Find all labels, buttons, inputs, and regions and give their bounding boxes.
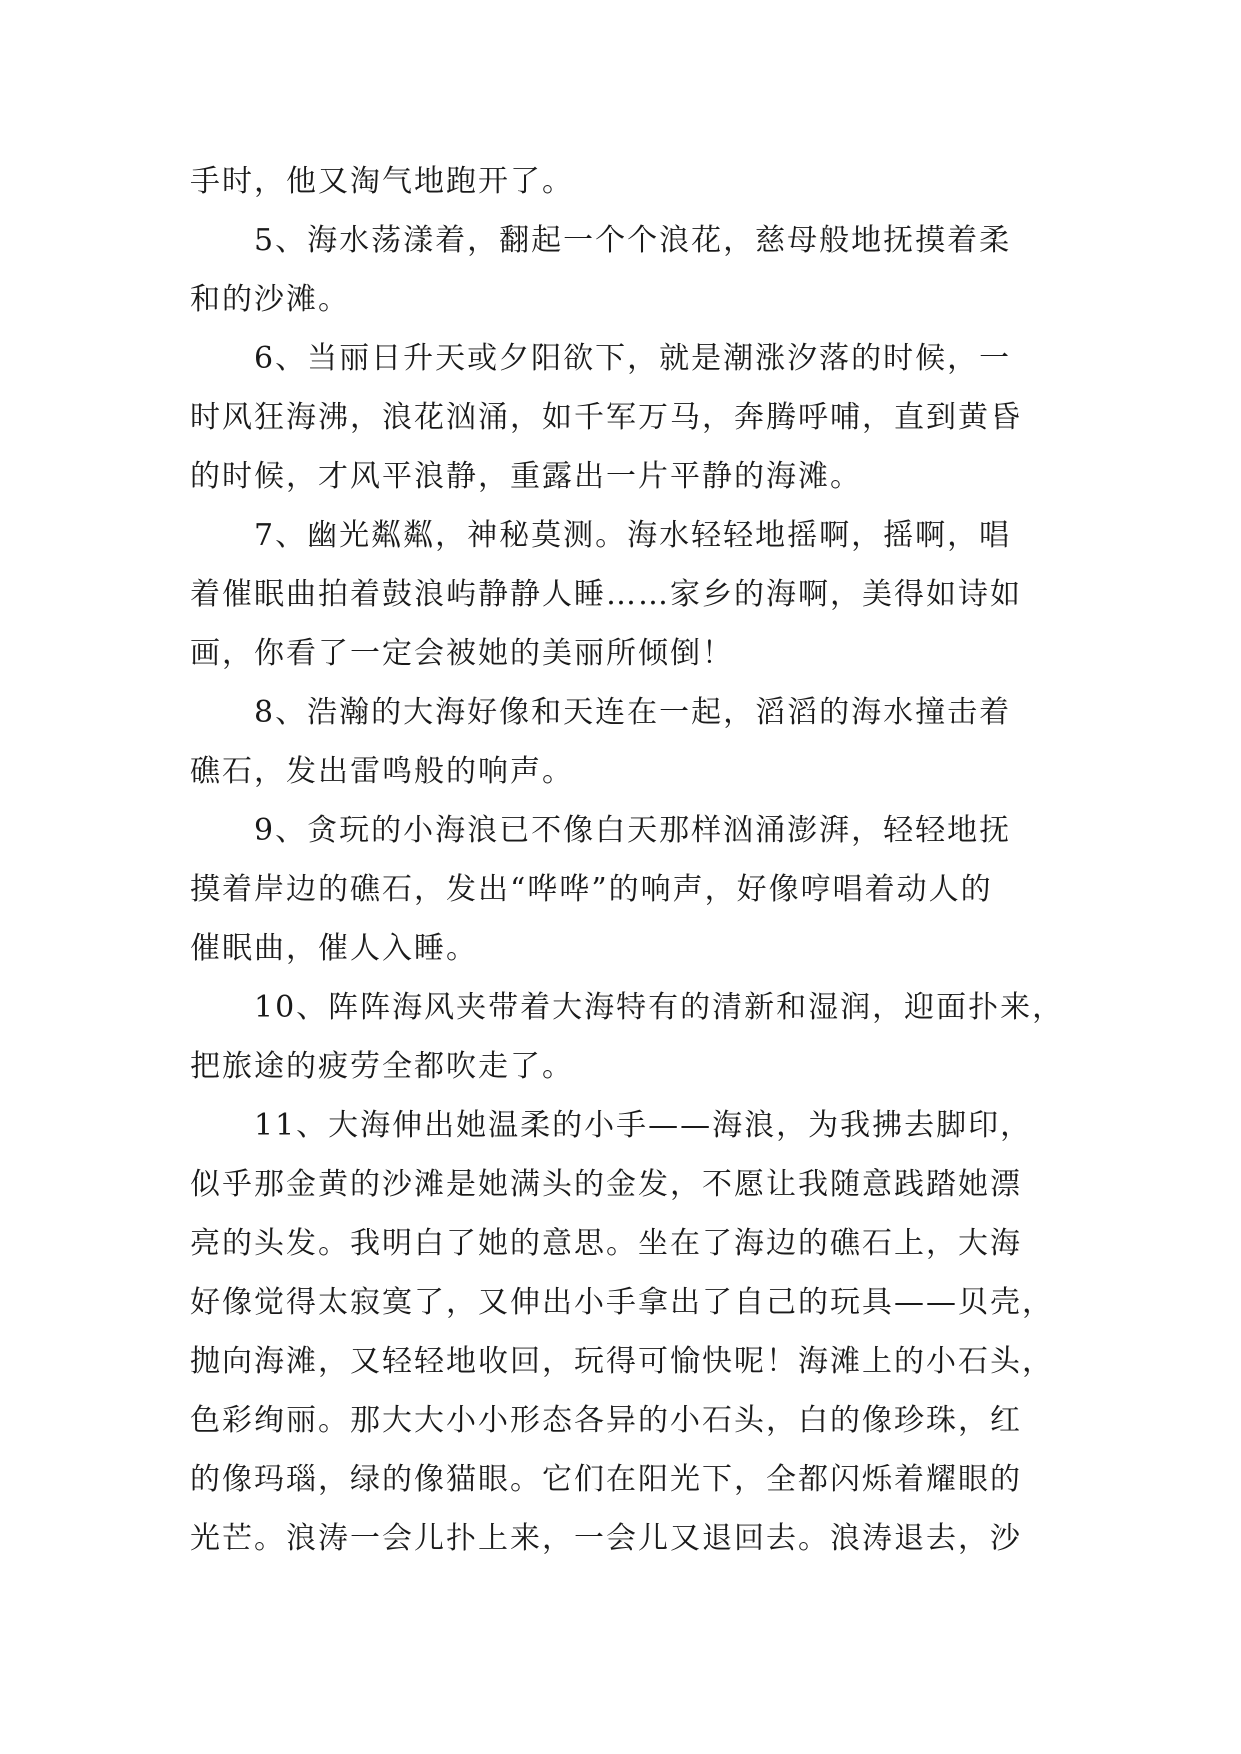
text-line: 6、当丽日升天或夕阳欲下，就是潮涨汐落的时候，一	[254, 341, 1012, 376]
document-body	[190, 152, 1065, 1568]
text-line: 10、阵阵海风夹带着大海特有的清新和湿润，迎面扑来，	[254, 990, 1065, 1025]
text-line: 时风狂海沸，浪花汹涌，如千军万马，奔腾呼哺，直到黄昏	[190, 400, 1022, 435]
text-line: 11、大海伸出她温柔的小手——海浪，为我拂去脚印，	[254, 1108, 1033, 1143]
text-line: 着催眠曲拍着鼓浪屿静静人睡……家乡的海啊，美得如诗如	[190, 577, 1022, 612]
text-line: 光芒。浪涛一会儿扑上来，一会儿又退回去。浪涛退去，沙	[190, 1521, 1022, 1556]
text-line: 的像玛瑙，绿的像猫眼。它们在阳光下，全都闪烁着耀眼的	[190, 1462, 1022, 1497]
text-line: 手时，他又淘气地跑开了。	[190, 164, 574, 199]
text-line: 和的沙滩。	[190, 282, 350, 317]
text-line: 抛向海滩，又轻轻地收回，玩得可愉快呢！海滩上的小石头，	[190, 1344, 1054, 1379]
text-line: 亮的头发。我明白了她的意思。坐在了海边的礁石上，大海	[190, 1226, 1022, 1261]
text-line: 8、浩瀚的大海好像和天连在一起，滔滔的海水撞击着	[254, 695, 1012, 730]
text-line: 摸着岸边的礁石，发出“哗哗”的响声，好像哼唱着动人的	[190, 872, 993, 907]
text-line: 5、海水荡漾着，翻起一个个浪花，慈母般地抚摸着柔	[254, 223, 1012, 258]
text-line: 9、贪玩的小海浪已不像白天那样汹涌澎湃，轻轻地抚	[254, 813, 1012, 848]
text-line: 把旅途的疲劳全都吹走了。	[190, 1049, 574, 1084]
text-line: 似乎那金黄的沙滩是她满头的金发，不愿让我随意践踏她漂	[190, 1167, 1022, 1202]
text-line: 催眠曲，催人入睡。	[190, 931, 478, 966]
text-line: 好像觉得太寂寞了，又伸出小手拿出了自己的玩具——贝壳，	[190, 1285, 1054, 1320]
text-line: 的时候，才风平浪静，重露出一片平静的海滩。	[190, 459, 862, 494]
text-line: 礁石，发出雷鸣般的响声。	[190, 754, 574, 789]
text-line: 色彩绚丽。那大大小小形态各异的小石头，白的像珍珠，红	[190, 1403, 1022, 1438]
text-line: 7、幽光粼粼，神秘莫测。海水轻轻地摇啊，摇啊，唱	[254, 518, 1012, 553]
text-line: 画，你看了一定会被她的美丽所倾倒！	[190, 636, 734, 671]
